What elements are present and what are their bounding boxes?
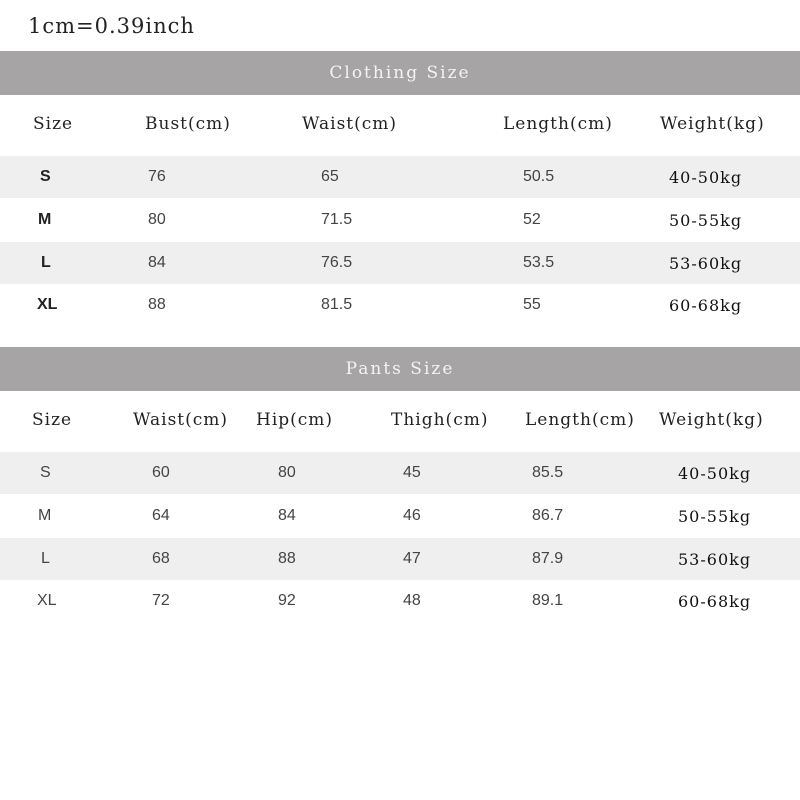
clothing-header-weight: Weight(kg) — [660, 114, 765, 134]
clothing-cell-waist: 71.5 — [321, 211, 353, 228]
pants-cell-length: 89.1 — [532, 592, 564, 609]
pants-row-m — [0, 495, 800, 537]
clothing-cell-length: 53.5 — [523, 254, 555, 271]
clothing-cell-size: XL — [37, 296, 58, 313]
pants-cell-length: 86.7 — [532, 507, 564, 524]
clothing-cell-weight: 50-55kg — [669, 211, 743, 230]
pants-header-weight: Weight(kg) — [659, 410, 764, 430]
clothing-cell-size: M — [38, 211, 52, 228]
clothing-cell-length: 52 — [523, 211, 541, 228]
pants-cell-thigh: 48 — [403, 592, 421, 609]
pants-cell-waist: 64 — [152, 507, 170, 524]
pants-cell-size: S — [40, 464, 51, 481]
pants-cell-waist: 60 — [152, 464, 170, 481]
pants-cell-thigh: 46 — [403, 507, 421, 524]
clothing-cell-waist: 81.5 — [321, 296, 353, 313]
pants-cell-size: L — [41, 550, 50, 567]
clothing-header-length: Length(cm) — [503, 114, 613, 134]
pants-row-xl — [0, 580, 800, 622]
pants-cell-weight: 60-68kg — [678, 592, 752, 611]
clothing-cell-waist: 65 — [321, 168, 339, 185]
pants-cell-thigh: 45 — [403, 464, 421, 481]
unit-conversion-note: 1cm=0.39inch — [28, 14, 195, 38]
clothing-cell-length: 55 — [523, 296, 541, 313]
pants-cell-hip: 84 — [278, 507, 296, 524]
pants-cell-length: 87.9 — [532, 550, 564, 567]
clothing-header-row — [0, 95, 800, 153]
pants-row-s — [0, 452, 800, 494]
pants-cell-size: XL — [37, 592, 57, 609]
clothing-header-size: Size — [33, 114, 74, 134]
pants-header-hip: Hip(cm) — [256, 410, 334, 430]
pants-header-waist: Waist(cm) — [133, 410, 229, 430]
clothing-row-l — [0, 242, 800, 284]
pants-cell-hip: 92 — [278, 592, 296, 609]
clothing-header-waist: Waist(cm) — [302, 114, 398, 134]
pants-cell-waist: 72 — [152, 592, 170, 609]
pants-cell-hip: 80 — [278, 464, 296, 481]
clothing-cell-weight: 60-68kg — [669, 296, 743, 315]
clothing-cell-bust: 80 — [148, 211, 166, 228]
clothing-size-title: Clothing Size — [0, 51, 800, 95]
clothing-cell-length: 50.5 — [523, 168, 555, 185]
clothing-cell-weight: 53-60kg — [669, 254, 743, 273]
pants-cell-weight: 50-55kg — [678, 507, 752, 526]
pants-cell-length: 85.5 — [532, 464, 564, 481]
clothing-row-xl — [0, 284, 800, 326]
pants-cell-thigh: 47 — [403, 550, 421, 567]
pants-cell-weight: 53-60kg — [678, 550, 752, 569]
pants-header-length: Length(cm) — [525, 410, 635, 430]
pants-cell-hip: 88 — [278, 550, 296, 567]
pants-cell-weight: 40-50kg — [678, 464, 752, 483]
clothing-cell-weight: 40-50kg — [669, 168, 743, 187]
pants-row-l — [0, 538, 800, 580]
clothing-row-m — [0, 199, 800, 241]
pants-cell-size: M — [38, 507, 52, 524]
clothing-header-bust: Bust(cm) — [145, 114, 231, 134]
clothing-cell-waist: 76.5 — [321, 254, 353, 271]
clothing-cell-bust: 84 — [148, 254, 166, 271]
clothing-cell-size: L — [41, 254, 51, 271]
pants-header-row — [0, 391, 800, 449]
pants-cell-waist: 68 — [152, 550, 170, 567]
clothing-cell-size: S — [40, 168, 51, 185]
pants-header-thigh: Thigh(cm) — [391, 410, 489, 430]
clothing-cell-bust: 76 — [148, 168, 166, 185]
clothing-cell-bust: 88 — [148, 296, 166, 313]
pants-header-size: Size — [32, 410, 73, 430]
clothing-row-s — [0, 156, 800, 198]
pants-size-title: Pants Size — [0, 347, 800, 391]
